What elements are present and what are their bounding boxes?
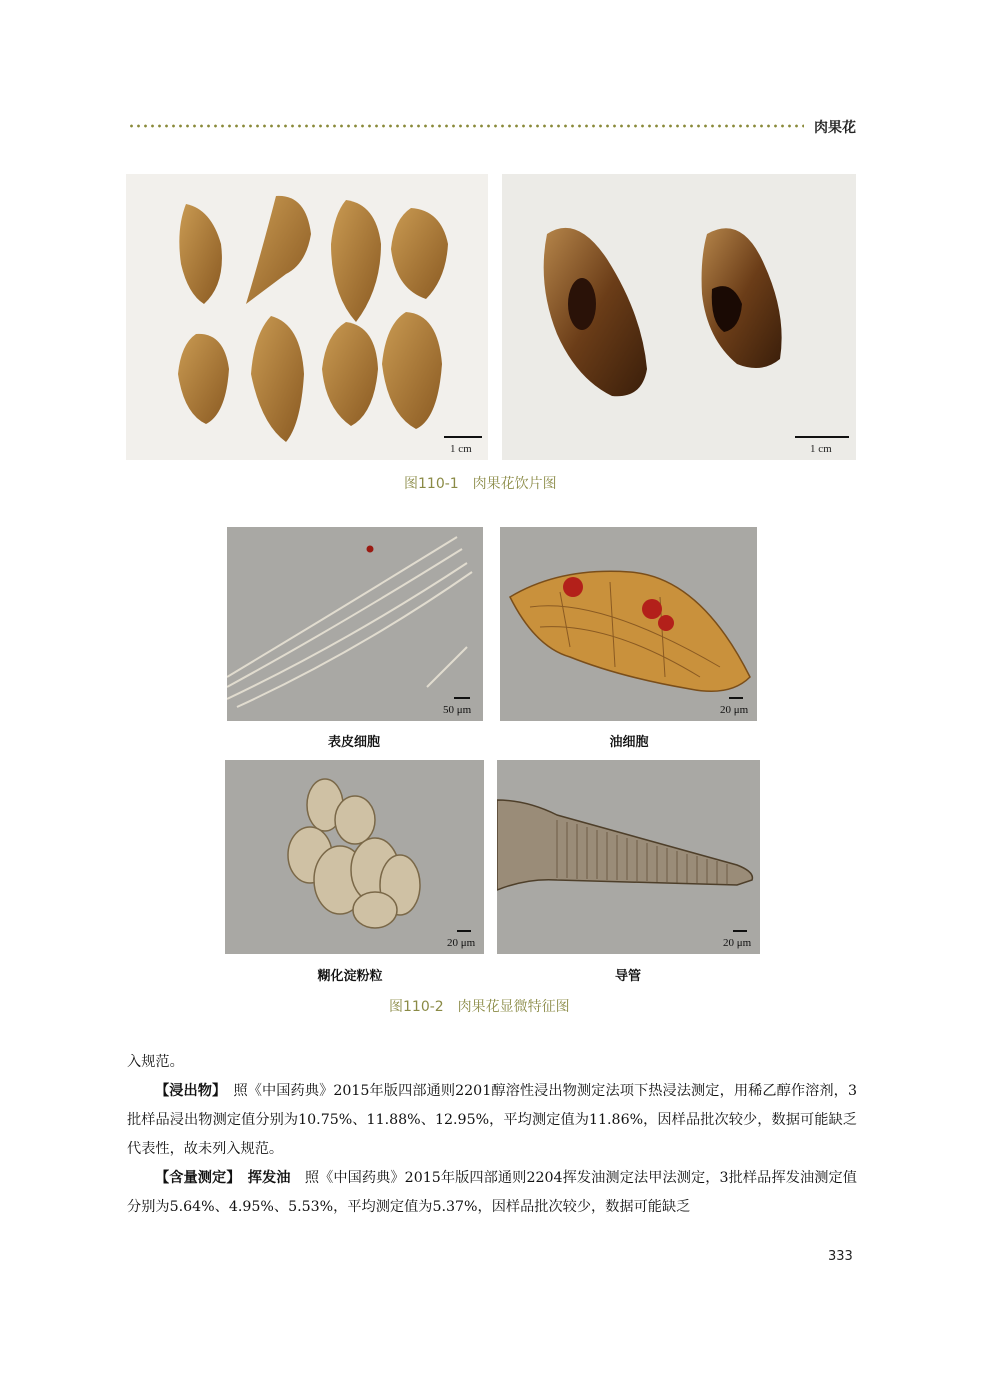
seed-mark: [568, 278, 596, 330]
header-dotted-rule: [128, 124, 804, 128]
vessel-illustration: [497, 760, 760, 954]
panel-label-epidermal: 表皮细胞: [327, 735, 380, 750]
herb-slices-illustration: [126, 174, 488, 460]
running-head: 肉果花: [814, 120, 856, 136]
slice-3: [331, 200, 381, 322]
figure-1-caption: 图110-1 肉果花饮片图: [404, 476, 557, 492]
scale-bar: [457, 930, 471, 932]
page-number: 333: [828, 1249, 853, 1264]
panel-label-oil-cells: 油细胞: [609, 735, 649, 750]
figure-2-caption: 图110-2 肉果花显微特征图: [389, 999, 570, 1015]
slice-8: [382, 312, 442, 429]
micro-panel-oil-cells: [500, 527, 757, 721]
slice-6: [251, 316, 304, 442]
panel-label-vessel: 导管: [614, 969, 641, 984]
scale-label: 20 μm: [723, 937, 752, 949]
slice-2: [246, 196, 311, 304]
body-text: [127, 1048, 857, 1222]
slice-1: [179, 204, 222, 304]
slice-4: [391, 208, 448, 299]
scale-label: 20 μm: [447, 937, 476, 949]
seed-photo: [502, 174, 856, 460]
paragraph-assay-text: 照《中国药典》2015年版四部通则2204挥发油测定法甲法测定，3批样品挥发油测定值分别为5.64%、4.95%、5.53%，平均测定值为5.37%，因样品批次较少，数据可能缺乏: [127, 1170, 857, 1215]
panel-label-starch: 糊化淀粉粒: [317, 969, 383, 984]
section-tag-extract: 【浸出物】: [155, 1083, 220, 1099]
scale-label: 50 μm: [443, 704, 472, 716]
micro-panel-starch-grains: [225, 760, 484, 954]
seed-illustration: [502, 174, 856, 460]
text-line-continuation: 入规范。: [127, 1054, 184, 1070]
scale-bar: [454, 697, 470, 699]
scale-bar: [795, 436, 849, 438]
paragraph-assay: [127, 1164, 857, 1222]
scale-label: 1 cm: [810, 443, 832, 455]
whole-seed: [544, 228, 647, 396]
paragraph-extract-text: 照《中国药典》2015年版四部通则2201醇溶性浸出物测定法项下热浸法测定，用稀乙醇作溶剂，3批样品浸出物测定值分别为10.75%、11.88%、12.95%，平均测定值为11.86%，因样品批次较少，数据可能缺乏代表性，故未列入规范。: [127, 1083, 857, 1157]
paragraph-extract: [127, 1077, 857, 1164]
section-tag-assay: 【含量测定】: [155, 1170, 234, 1186]
subsection-volatile-oil: 挥发油: [247, 1170, 291, 1186]
slice-7: [322, 322, 378, 426]
herb-slices-photo: [126, 174, 488, 460]
starch-grains-illustration: [225, 760, 484, 954]
slice-5: [178, 334, 229, 424]
micro-panel-vessel: [497, 760, 760, 954]
epidermal-cells-illustration: [227, 527, 483, 721]
micro-panel-epidermal-cells: [227, 527, 483, 721]
scale-bar: [729, 697, 743, 699]
scale-bar: [444, 436, 482, 438]
scale-bar: [733, 930, 747, 932]
oil-cells-illustration: [500, 527, 757, 721]
scale-label: 1 cm: [450, 443, 472, 455]
scale-label: 20 μm: [720, 704, 749, 716]
